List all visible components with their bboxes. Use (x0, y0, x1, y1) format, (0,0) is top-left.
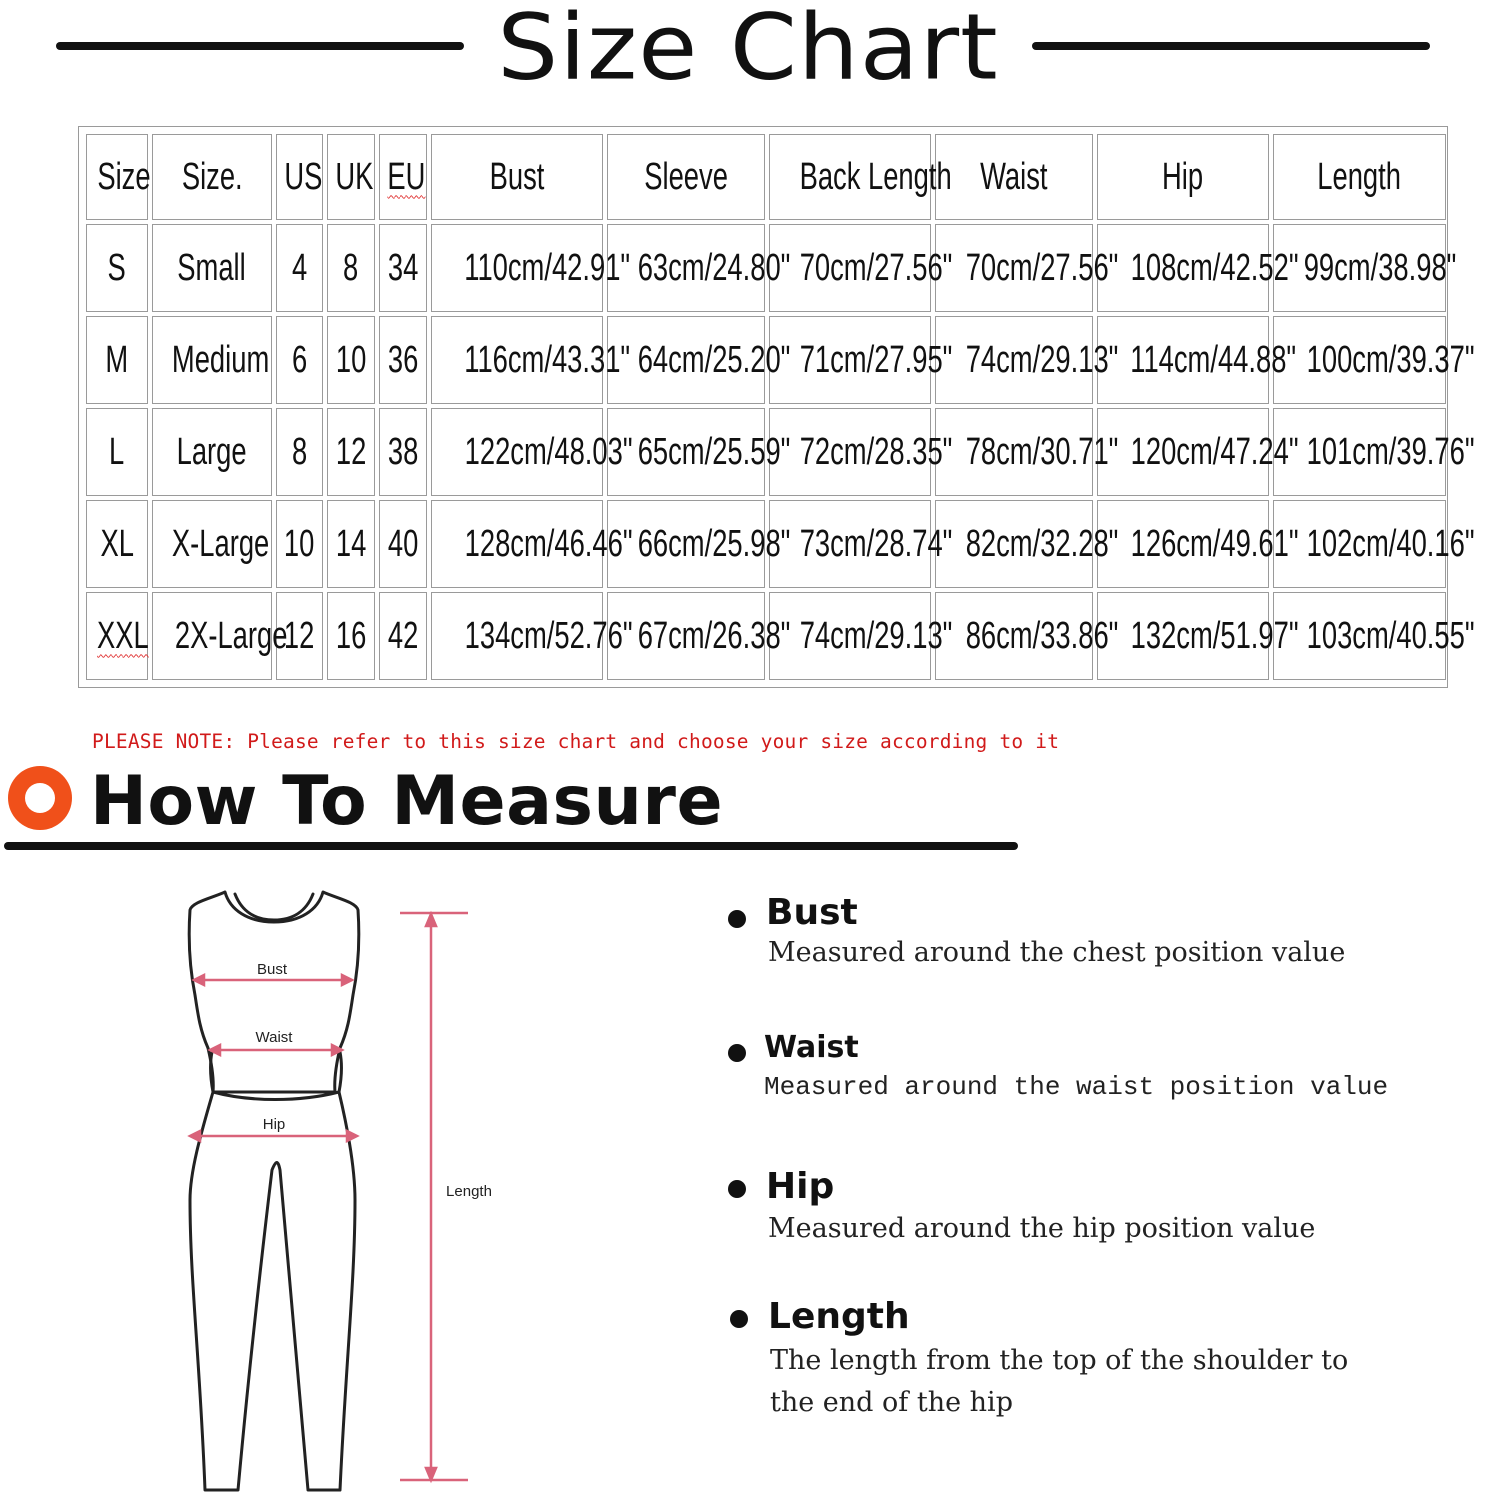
cell-text: 128cm/46.46" (464, 522, 633, 565)
table-cell (86, 500, 148, 588)
table-row (86, 408, 1446, 496)
table-cell (769, 592, 953, 680)
cell-text: 101cm/39.76" (1306, 430, 1475, 473)
header-text: Back Length (799, 155, 952, 198)
cell-text: 12 (335, 430, 367, 473)
table-cell (1097, 224, 1299, 312)
table-cell (935, 592, 1119, 680)
cell-text: 8 (343, 246, 359, 289)
cell-text: XL (100, 522, 134, 565)
table-cell (431, 316, 631, 404)
table-cell (276, 592, 323, 680)
how-to-measure-rule (4, 842, 1018, 850)
table-row (86, 500, 1446, 588)
table-cell (607, 316, 791, 404)
diagram-label-bust: Bust (256, 961, 288, 978)
cell-text: 102cm/40.16" (1306, 522, 1475, 565)
cell-text: 10 (284, 522, 315, 565)
table-row (86, 592, 1446, 680)
table-cell (327, 500, 375, 588)
cell-text: 16 (335, 614, 367, 657)
page-title: Size Chart (497, 0, 999, 101)
table-header-cell (1097, 134, 1269, 220)
cell-text: 10 (335, 338, 367, 381)
cell-text: 71cm/27.95" (799, 338, 953, 381)
table-cell (379, 500, 427, 588)
definition-desc: Measured around the chest position value (768, 937, 1346, 968)
cell-text: X-Large (171, 522, 270, 565)
cell-text: 40 (387, 522, 419, 565)
table-header-cell (431, 134, 603, 220)
table-cell (86, 592, 148, 680)
cell-text: 74cm/29.13" (965, 338, 1119, 381)
header-text: Waist (980, 155, 1048, 198)
cell-text: 116cm/43.31" (464, 338, 631, 381)
table-cell (379, 408, 427, 496)
table-cell (1273, 408, 1475, 496)
cell-text: 14 (335, 522, 367, 565)
bullet-dot-icon (728, 910, 746, 928)
cell-text: 12 (284, 614, 315, 657)
cell-text: 99cm/38.98" (1303, 246, 1457, 289)
table-cell (431, 500, 633, 588)
definition-desc: Measured around the hip position value (768, 1213, 1316, 1244)
cell-text: 70cm/27.56" (965, 246, 1119, 289)
cell-text: 110cm/42.91" (464, 246, 631, 289)
table-cell (276, 316, 323, 404)
table-header-cell (379, 134, 427, 220)
cell-text: 70cm/27.56" (799, 246, 953, 289)
cell-text: 73cm/28.74" (799, 522, 953, 565)
cell-text: 2X-Large (174, 614, 288, 657)
cell-text: XXL (97, 614, 149, 657)
bullet-dot-icon (728, 1180, 746, 1198)
how-to-measure-title: How To Measure (90, 762, 724, 841)
table-cell (1097, 316, 1297, 404)
table-cell (379, 592, 427, 680)
pants-outline (190, 1092, 355, 1490)
table-cell (431, 408, 633, 496)
cell-text: Medium (171, 338, 270, 381)
definition-desc-line1: The length from the top of the shoulder to (770, 1345, 1349, 1376)
cell-text: 134cm/52.76" (464, 614, 633, 657)
cell-text: S (107, 246, 127, 289)
table-cell (276, 224, 323, 312)
table-cell (152, 500, 272, 588)
table-header-cell (86, 134, 151, 220)
table-cell (1097, 500, 1299, 588)
diagram-label-hip: Hip (262, 1116, 286, 1133)
header-text: EU (387, 155, 426, 198)
cell-text: 78cm/30.71" (965, 430, 1119, 473)
garment-top-outline (189, 892, 359, 1092)
table-header-cell (1273, 134, 1446, 220)
bullet-dot-icon (730, 1310, 748, 1328)
table-cell (327, 224, 375, 312)
header-text: Hip (1162, 155, 1204, 198)
jumpsuit-diagram (150, 880, 550, 1500)
table-cell (769, 224, 953, 312)
table-cell (327, 408, 375, 496)
table-cell (1273, 316, 1475, 404)
table-cell (152, 592, 288, 680)
cell-text: 42 (387, 614, 419, 657)
table-cell (1097, 592, 1299, 680)
table-header-cell (276, 134, 323, 220)
title-rule-left (56, 42, 464, 50)
size-table (78, 126, 1475, 688)
table-cell (935, 408, 1119, 496)
cell-text: Small (177, 246, 247, 289)
table-cell (327, 592, 375, 680)
table-cell (769, 408, 953, 496)
cell-text: 108cm/42.52" (1130, 246, 1299, 289)
cell-text: 4 (291, 246, 308, 289)
cell-text: 36 (387, 338, 419, 381)
diagram-label-length: Length (446, 1183, 492, 1200)
diagram-label-waist: Waist (255, 1029, 293, 1046)
cell-text: M (105, 338, 129, 381)
table-cell (276, 500, 323, 588)
table-cell (1097, 408, 1299, 496)
table-cell (935, 500, 1119, 588)
table-cell (379, 316, 427, 404)
cell-text: 103cm/40.55" (1306, 614, 1475, 657)
table-cell (379, 224, 427, 312)
cell-text: 82cm/32.28" (965, 522, 1119, 565)
cell-text: 64cm/25.20" (637, 338, 791, 381)
table-cell (86, 408, 148, 496)
table-header-cell (935, 134, 1093, 220)
size-note: PLEASE NOTE: Please refer to this size chart and choose your size according to it (92, 730, 1060, 753)
table-cell (1273, 224, 1457, 312)
definition-term: Length (768, 1296, 910, 1337)
header-text: US (284, 155, 323, 198)
definition-term: Waist (764, 1030, 859, 1065)
cell-text: 132cm/51.97" (1130, 614, 1299, 657)
waistband-outline (211, 1052, 342, 1092)
table-cell (276, 408, 323, 496)
cell-text: 67cm/26.38" (637, 614, 791, 657)
cell-text: 66cm/25.98" (637, 522, 791, 565)
header-text: Size. (181, 155, 243, 198)
table-header-cell (327, 134, 375, 220)
cell-text: 122cm/48.03" (464, 430, 633, 473)
table-header-row (86, 134, 1446, 220)
cell-text: 6 (291, 338, 308, 381)
definition-desc-line2: the end of the hip (770, 1387, 1013, 1418)
cell-text: 38 (387, 430, 419, 473)
cell-text: 86cm/33.86" (965, 614, 1119, 657)
definition-desc: Measured around the waist position value (764, 1072, 1389, 1102)
table-cell (769, 500, 953, 588)
cell-text: Large (176, 430, 247, 473)
table-row (86, 224, 1446, 312)
cell-text: 8 (291, 430, 308, 473)
cell-text: 65cm/25.59" (637, 430, 791, 473)
table-header-cell (607, 134, 765, 220)
definition-term: Hip (766, 1166, 835, 1207)
table-cell (431, 224, 631, 312)
table-cell (935, 224, 1119, 312)
ring-bullet-icon (8, 766, 72, 830)
cell-text: 34 (387, 246, 419, 289)
table-cell (607, 224, 791, 312)
table-cell (327, 316, 375, 404)
title-rule-right (1032, 42, 1430, 50)
table-header-cell (769, 134, 952, 220)
cell-text: 63cm/24.80" (637, 246, 791, 289)
cell-text: 74cm/29.13" (799, 614, 953, 657)
header-text: UK (335, 155, 374, 198)
cell-text: 126cm/49.61" (1130, 522, 1299, 565)
table-cell (152, 316, 272, 404)
cell-text: L (109, 430, 125, 473)
header-text: Size (97, 155, 151, 198)
table-cell (1273, 500, 1475, 588)
cell-text: 100cm/39.37" (1306, 338, 1475, 381)
table-cell (152, 224, 272, 312)
cell-text: 114cm/44.88" (1130, 338, 1297, 381)
header-text: Length (1317, 155, 1402, 198)
table-cell (1273, 592, 1475, 680)
table-cell (86, 316, 148, 404)
header-text: Sleeve (644, 155, 728, 198)
table-row (86, 316, 1446, 404)
cell-text: 120cm/47.24" (1130, 430, 1299, 473)
table-cell (86, 224, 148, 312)
bullet-dot-icon (728, 1044, 746, 1062)
cell-text: 72cm/28.35" (799, 430, 953, 473)
table-header-cell (152, 134, 272, 220)
definition-term: Bust (766, 892, 858, 933)
table-cell (769, 316, 953, 404)
table-cell (152, 408, 272, 496)
table-cell (935, 316, 1119, 404)
table-cell (431, 592, 633, 680)
header-text: Bust (489, 155, 545, 198)
